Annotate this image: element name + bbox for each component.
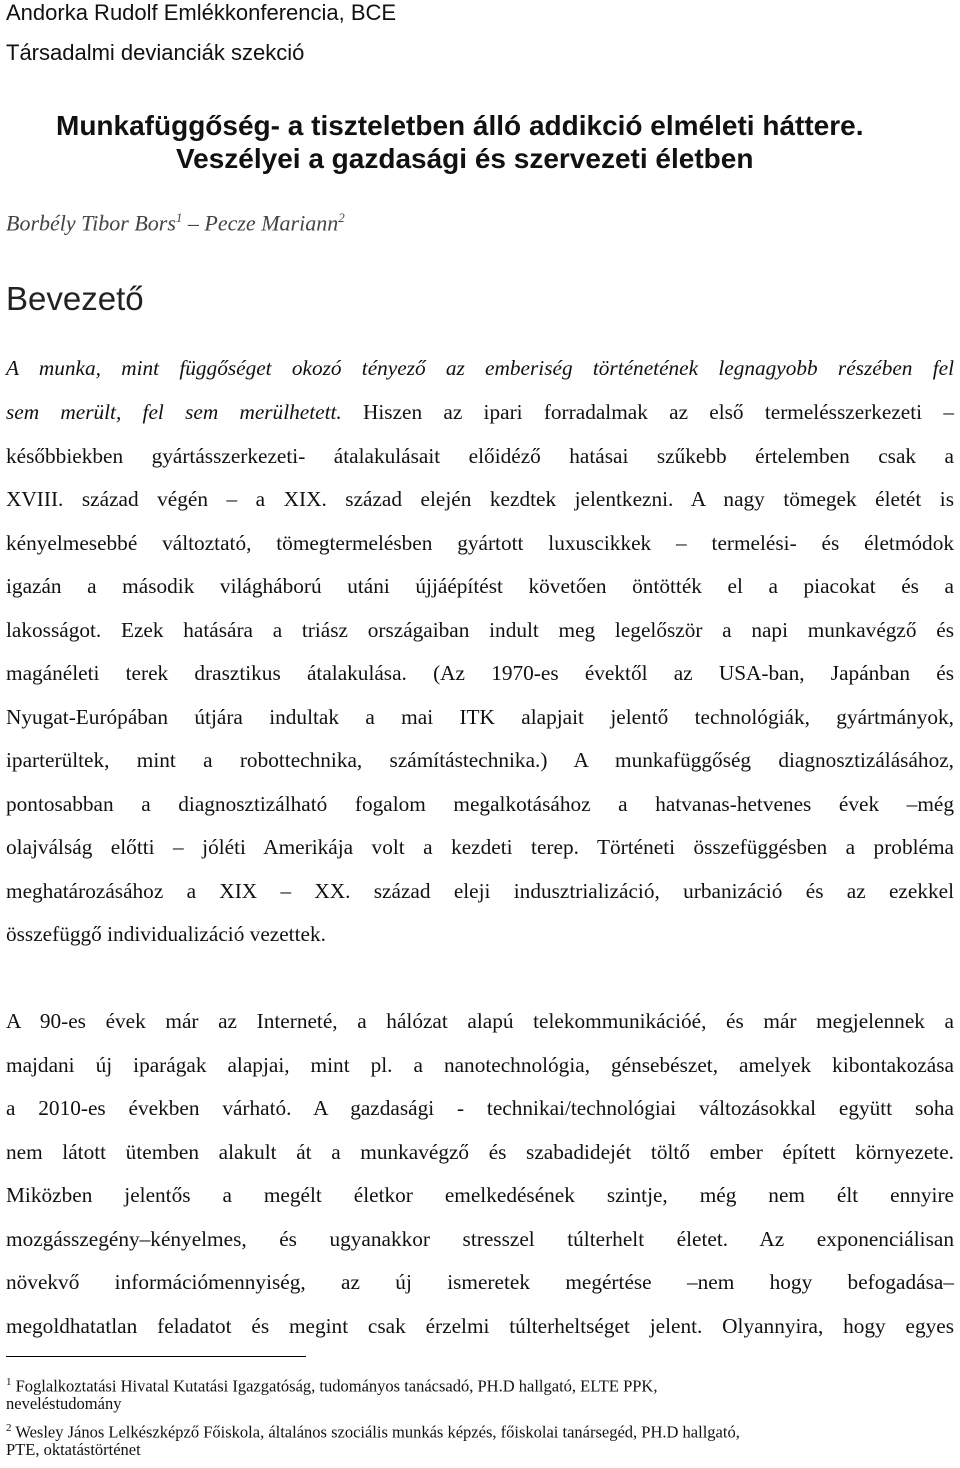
paragraph-line-italic: sem merült, fel sem merülhetett.	[6, 400, 342, 424]
footnote-number: 2	[6, 1422, 12, 1434]
paragraph-line: pontosabban a diagnosztizálható fogalom megalkotásához a hatvanas-hetvenes évek –még	[6, 792, 954, 816]
author-2: Pecze Mariann	[204, 210, 339, 236]
paragraph-line: iparterültek, mint a robottechnika, számítástechnika.) A munkafüggőség diagnosztizálásához,	[6, 748, 954, 772]
paragraph-line: növekvő információmennyiség, az új ismeretek megértése –nem hogy befogadása–	[6, 1270, 954, 1294]
paragraph-line	[6, 399, 954, 425]
author-2-footnote-ref[interactable]: 2	[338, 210, 345, 225]
paragraph-line: igazán a második világháború utáni újjáépítést követően öntötték el a piacokat és a	[6, 574, 954, 598]
footnote-text: Foglalkoztatási Hivatal Kutatási Igazgatóság, tudományos tanácsadó, PH.D hallgató, ELTE PPK,	[15, 1376, 658, 1396]
footnote-2-continued: PTE, oktatástörténet	[6, 1440, 141, 1459]
paragraph-line: XVIII. század végén – a XIX. század elején kezdtek jelentkezni. A nagy tömegek életét is	[6, 487, 954, 511]
footnote-2	[6, 1418, 954, 1443]
footnote-1	[6, 1372, 954, 1397]
conference-name: Andorka Rudolf Emlékkonferencia, BCE	[6, 0, 397, 25]
paragraph-line: lakosságot. Ezek hatására a triász országaiban indult meg legelőször a napi munkavégző és	[6, 618, 954, 642]
paragraph-line: magánéleti terek drasztikus átalakulása. (Az 1970-es évektől az USA-ban, Japánban és	[6, 661, 954, 685]
title-line-1: Munkafüggőség- a tiszteletben álló addikció elméleti háttere.	[56, 110, 864, 141]
paragraph-line: nem látott ütemben alakult át a munkavégző és szabadidejét töltő ember épített környezete.	[6, 1140, 954, 1164]
paragraph-line: mozgásszegény–kényelmes, és ugyanakkor stresszel túlterhelt életet. Az exponenciálisan	[6, 1227, 954, 1251]
paragraph-line: a 2010-es években várható. A gazdasági - technikai/technológiai változásokkal együtt soha	[6, 1096, 954, 1120]
paragraph-line: A 90-es évek már az Interneté, a hálózat alapú telekommunikációé, és már megjelennek a	[6, 1009, 954, 1033]
paragraph-line: megoldhatatlan feladatot és megint csak érzelmi túlterheltséget jelent. Olyannyira, hogy egyes	[6, 1314, 954, 1338]
footnote-text: Wesley János Lelkészképző Főiskola, általános szociális munkás képzés, főiskolai tanársegéd, PH.D hallgató,	[15, 1422, 740, 1442]
section-name: Társadalmi devianciák szekció	[6, 40, 305, 65]
author-1-footnote-ref[interactable]: 1	[175, 210, 183, 225]
paragraph-line: olajválság előtti – jóléti Amerikája volt a kezdeti terep. Történeti összefüggésben a probléma	[6, 835, 954, 859]
section-heading: Bevezető	[6, 280, 144, 317]
paragraph-line: kényelmesebbé változtató, tömegtermelésben gyártott luxuscikkek – termelési- és életmódok	[6, 531, 954, 555]
paragraph-line: meghatározásához a XIX – XX. század eleji indusztrializáció, urbanizáció és az ezekkel	[6, 879, 954, 903]
paragraph-line: majdani új iparágak alapjai, mint pl. a nanotechnológia, génsebészet, amelyek kibontakozása	[6, 1053, 954, 1077]
footnote-number: 1	[6, 1376, 12, 1388]
paragraph-line: Nyugat-Európában útjára indultak a mai ITK alapjait jelentő technológiák, gyártmányok,	[6, 705, 954, 729]
authors	[6, 210, 345, 236]
author-separator: –	[187, 210, 199, 236]
paragraph-line: Miközben jelentős a megélt életkor emelkedésének szintje, még nem élt ennyire	[6, 1183, 954, 1207]
author-1: Borbély Tibor Bors	[6, 210, 176, 236]
paragraph-line-rest: Hiszen az ipari forradalmak az első termelésszerkezeti –	[341, 400, 954, 424]
footnote-1-continued: neveléstudomány	[6, 1394, 122, 1413]
title-line-2: Veszélyei a gazdasági és szervezeti életben	[176, 143, 754, 174]
footnote-separator	[6, 1356, 306, 1357]
paragraph-line: összefüggő individualizáció vezettek.	[6, 922, 326, 946]
paragraph-line: későbbiekben gyártásszerkezeti- átalakulásait előidéző hatásai szűkebb értelemben csak a	[6, 444, 954, 468]
paragraph-line: A munka, mint függőséget okozó tényező az emberiség történetének legnagyobb részében fel	[6, 356, 954, 380]
